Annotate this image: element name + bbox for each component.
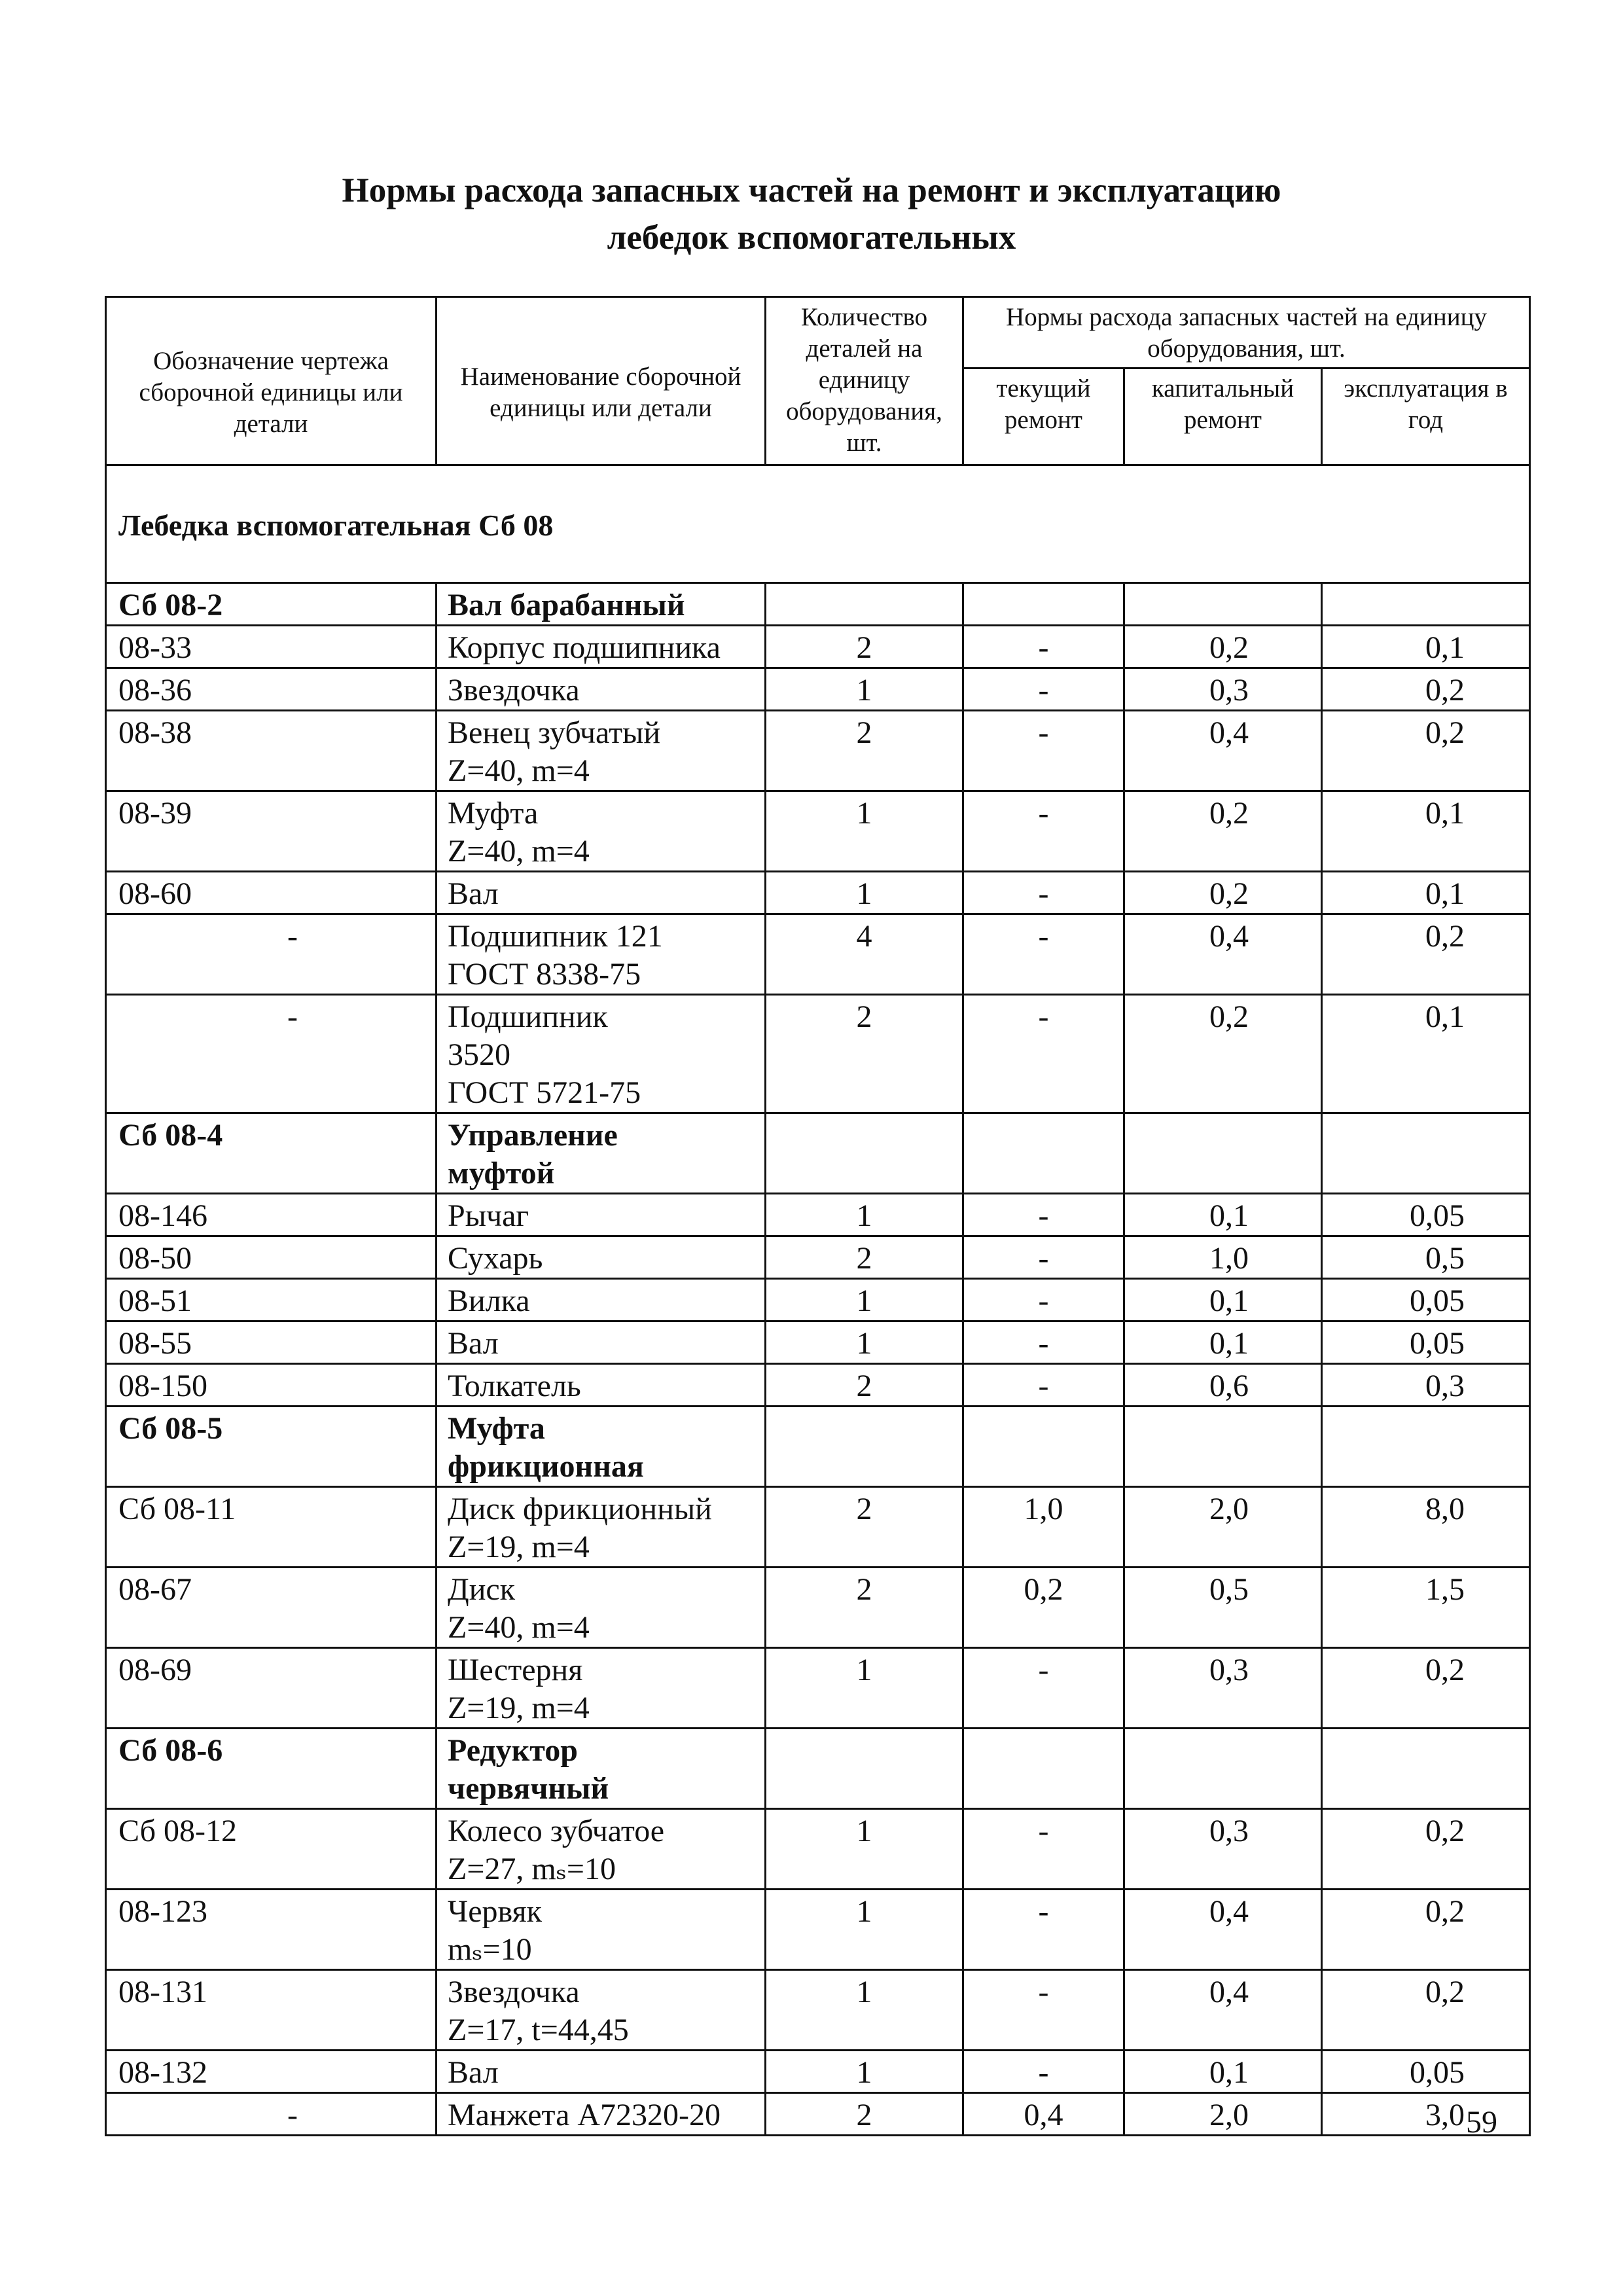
cell-current-repair: - — [963, 1279, 1124, 1321]
spare-parts-table — [105, 296, 1531, 2136]
cell-operation-year: 0,05 — [1322, 1321, 1530, 1364]
cell-operation-year: 1,5 — [1322, 1568, 1530, 1648]
cell-name-line: фрикционная — [448, 1449, 644, 1484]
cell-designation: - — [106, 995, 437, 1113]
cell-name-line: муфтой — [448, 1156, 555, 1191]
header-row-1 — [106, 297, 1530, 368]
cell-name — [437, 1113, 766, 1194]
cell-operation-year: 0,1 — [1322, 626, 1530, 668]
cell-name — [437, 711, 766, 791]
cell-designation: 08-55 — [106, 1321, 437, 1364]
title-line-2: лебедок вспомогательных — [607, 219, 1016, 257]
cell-quantity — [766, 1407, 963, 1487]
cell-name — [437, 626, 766, 668]
cell-name — [437, 1648, 766, 1729]
table-row — [106, 711, 1530, 791]
cell-designation: 08-38 — [106, 711, 437, 791]
cell-current-repair: - — [963, 1970, 1124, 2051]
cell-name-line: Подшипник — [448, 999, 608, 1034]
cell-current-repair: 0,4 — [963, 2093, 1124, 2136]
cell-quantity — [766, 1729, 963, 1809]
cell-name-line: Z=19, m=4 — [448, 1691, 590, 1725]
cell-name-line: Звездочка — [448, 1975, 580, 2009]
table-row — [106, 583, 1530, 626]
table-row — [106, 2093, 1530, 2136]
cell-quantity: 1 — [766, 1648, 963, 1729]
cell-designation: 08-69 — [106, 1648, 437, 1729]
cell-quantity: 2 — [766, 995, 963, 1113]
cell-quantity: 2 — [766, 1487, 963, 1568]
cell-designation: Сб 08-6 — [106, 1729, 437, 1809]
cell-designation: 08-60 — [106, 872, 437, 914]
table-row — [106, 1568, 1530, 1648]
cell-current-repair: - — [963, 1364, 1124, 1407]
cell-operation-year — [1322, 1113, 1530, 1194]
cell-operation-year: 0,2 — [1322, 914, 1530, 995]
cell-current-repair: 0,2 — [963, 1568, 1124, 1648]
cell-quantity: 2 — [766, 2093, 963, 2136]
cell-designation: - — [106, 914, 437, 995]
cell-current-repair: - — [963, 711, 1124, 791]
cell-name-line: Венец зубчатый — [448, 715, 661, 750]
cell-capital-repair: 0,1 — [1124, 1194, 1322, 1236]
title-line-1: Нормы расхода запасных частей на ремонт и эксплуатацию — [342, 171, 1281, 209]
cell-capital-repair: 2,0 — [1124, 2093, 1322, 2136]
cell-operation-year — [1322, 583, 1530, 626]
cell-name — [437, 1568, 766, 1648]
table-row — [106, 791, 1530, 872]
cell-capital-repair: 0,3 — [1124, 668, 1322, 711]
table-row — [106, 1364, 1530, 1407]
cell-operation-year: 8,0 — [1322, 1487, 1530, 1568]
cell-current-repair: - — [963, 2051, 1124, 2093]
table-row — [106, 2051, 1530, 2093]
cell-name-line: Z=27, mₛ=10 — [448, 1852, 616, 1886]
cell-name — [437, 1236, 766, 1279]
cell-name-line: Редуктор — [448, 1733, 578, 1768]
cell-operation-year: 0,1 — [1322, 995, 1530, 1113]
cell-name — [437, 2051, 766, 2093]
cell-capital-repair — [1124, 583, 1322, 626]
table-row — [106, 1809, 1530, 1890]
cell-name-line: ГОСТ 5721-75 — [448, 1075, 641, 1110]
cell-capital-repair: 0,6 — [1124, 1364, 1322, 1407]
cell-name — [437, 1364, 766, 1407]
cell-capital-repair: 0,1 — [1124, 1321, 1322, 1364]
cell-operation-year: 0,5 — [1322, 1236, 1530, 1279]
cell-designation: 08-67 — [106, 1568, 437, 1648]
cell-name — [437, 791, 766, 872]
cell-name-line: Червяк — [448, 1894, 542, 1929]
cell-current-repair: - — [963, 1236, 1124, 1279]
cell-capital-repair — [1124, 1113, 1322, 1194]
cell-designation: 08-131 — [106, 1970, 437, 2051]
cell-capital-repair: 0,3 — [1124, 1809, 1322, 1890]
cell-designation: Сб 08-11 — [106, 1487, 437, 1568]
cell-name-line: Корпус подшипника — [448, 630, 721, 665]
cell-name — [437, 1407, 766, 1487]
cell-name-line: Звездочка — [448, 673, 580, 708]
cell-capital-repair: 0,4 — [1124, 711, 1322, 791]
cell-name-line: Колесо зубчатое — [448, 1814, 665, 1848]
cell-capital-repair: 0,4 — [1124, 1970, 1322, 2051]
cell-name-line: Диск фрикционный — [448, 1492, 712, 1526]
table-row — [106, 1648, 1530, 1729]
cell-name-line: Манжета А72320-20 — [448, 2098, 721, 2132]
cell-name-line: Муфта — [448, 1411, 545, 1446]
cell-quantity: 1 — [766, 1809, 963, 1890]
cell-name-line: 3520 — [448, 1037, 510, 1072]
cell-current-repair: - — [963, 1648, 1124, 1729]
cell-designation: Сб 08-2 — [106, 583, 437, 626]
cell-name — [437, 1279, 766, 1321]
cell-capital-repair: 0,3 — [1124, 1648, 1322, 1729]
cell-designation: 08-36 — [106, 668, 437, 711]
cell-designation: Сб 08-4 — [106, 1113, 437, 1194]
cell-operation-year: 0,2 — [1322, 1890, 1530, 1970]
cell-operation-year: 0,2 — [1322, 1809, 1530, 1890]
cell-name — [437, 583, 766, 626]
cell-designation: 08-150 — [106, 1364, 437, 1407]
cell-capital-repair: 0,5 — [1124, 1568, 1322, 1648]
cell-capital-repair: 0,4 — [1124, 1890, 1322, 1970]
cell-designation: 08-123 — [106, 1890, 437, 1970]
cell-capital-repair: 0,2 — [1124, 872, 1322, 914]
table-row — [106, 1970, 1530, 2051]
cell-quantity: 1 — [766, 1970, 963, 2051]
cell-designation: - — [106, 2093, 437, 2136]
cell-quantity: 1 — [766, 1321, 963, 1364]
cell-operation-year: 0,05 — [1322, 2051, 1530, 2093]
table-row — [106, 995, 1530, 1113]
table-row — [106, 872, 1530, 914]
cell-current-repair: - — [963, 626, 1124, 668]
header-name: Наименование сборочной единицы или детали — [437, 297, 766, 465]
table-row — [106, 1407, 1530, 1487]
cell-name-line: Z=40, m=4 — [448, 1610, 590, 1645]
cell-operation-year: 0,2 — [1322, 711, 1530, 791]
cell-current-repair: - — [963, 791, 1124, 872]
header-operation-year: эксплуатация в год — [1322, 368, 1530, 465]
cell-operation-year: 0,2 — [1322, 1648, 1530, 1729]
page-title — [0, 167, 1623, 261]
cell-current-repair: 1,0 — [963, 1487, 1124, 1568]
cell-name-line: Муфта — [448, 796, 539, 831]
cell-capital-repair: 2,0 — [1124, 1487, 1322, 1568]
cell-capital-repair: 0,2 — [1124, 791, 1322, 872]
header-current-repair: текущий ремонт — [963, 368, 1124, 465]
table-row — [106, 1487, 1530, 1568]
cell-quantity — [766, 583, 963, 626]
cell-name-line: Толкатель — [448, 1369, 581, 1403]
cell-current-repair: - — [963, 668, 1124, 711]
cell-name-line: Диск — [448, 1572, 516, 1607]
cell-name-line: Вал — [448, 876, 499, 911]
table-row — [106, 668, 1530, 711]
cell-current-repair: - — [963, 1194, 1124, 1236]
cell-name — [437, 1194, 766, 1236]
cell-name — [437, 668, 766, 711]
table-row — [106, 1194, 1530, 1236]
cell-capital-repair: 0,4 — [1124, 914, 1322, 995]
table-row — [106, 1279, 1530, 1321]
cell-name-line: Z=19, m=4 — [448, 1530, 590, 1564]
cell-quantity: 2 — [766, 1364, 963, 1407]
cell-operation-year: 0,05 — [1322, 1279, 1530, 1321]
cell-name-line: Вал — [448, 1326, 499, 1361]
cell-quantity: 2 — [766, 711, 963, 791]
table-row — [106, 1321, 1530, 1364]
cell-current-repair: - — [963, 872, 1124, 914]
cell-quantity: 1 — [766, 791, 963, 872]
cell-operation-year: 0,05 — [1322, 1194, 1530, 1236]
cell-name — [437, 1809, 766, 1890]
cell-operation-year: 0,1 — [1322, 791, 1530, 872]
cell-name — [437, 1487, 766, 1568]
cell-name-line: Управление — [448, 1118, 618, 1153]
cell-name — [437, 872, 766, 914]
cell-name-line: ГОСТ 8338-75 — [448, 957, 641, 992]
cell-name-line: Шестерня — [448, 1653, 583, 1687]
cell-name — [437, 1729, 766, 1809]
cell-designation: 08-39 — [106, 791, 437, 872]
cell-capital-repair: 0,1 — [1124, 1279, 1322, 1321]
page-number: 59 — [1466, 2105, 1497, 2140]
cell-designation: 08-146 — [106, 1194, 437, 1236]
cell-name-line: Вал барабанный — [448, 588, 685, 622]
cell-designation: 08-132 — [106, 2051, 437, 2093]
cell-quantity — [766, 1113, 963, 1194]
cell-name — [437, 914, 766, 995]
cell-operation-year: 0,2 — [1322, 1970, 1530, 2051]
cell-name-line: Z=17, t=44,45 — [448, 2013, 629, 2047]
cell-current-repair: - — [963, 914, 1124, 995]
cell-capital-repair — [1124, 1407, 1322, 1487]
header-norms-group: Нормы расхода запасных частей на единицу оборудования, шт. — [963, 297, 1530, 368]
table-row — [106, 1236, 1530, 1279]
table-row — [106, 1890, 1530, 1970]
cell-capital-repair: 0,1 — [1124, 2051, 1322, 2093]
cell-name-line: Вилка — [448, 1283, 530, 1318]
cell-designation: 08-33 — [106, 626, 437, 668]
cell-name — [437, 2093, 766, 2136]
section-title: Лебедка вспомогательная Сб 08 — [106, 465, 1530, 583]
cell-operation-year: 3,0 — [1322, 2093, 1530, 2136]
cell-name — [437, 1970, 766, 2051]
section-row — [106, 465, 1530, 583]
table-row — [106, 1729, 1530, 1809]
cell-capital-repair — [1124, 1729, 1322, 1809]
header-capital-repair: капитальный ремонт — [1124, 368, 1322, 465]
header-designation: Обозначение чертежа сборочной единицы или детали — [106, 297, 437, 465]
cell-quantity: 1 — [766, 668, 963, 711]
cell-current-repair: - — [963, 1809, 1124, 1890]
cell-name — [437, 1321, 766, 1364]
cell-name-line: Рычаг — [448, 1198, 529, 1233]
cell-name-line: червячный — [448, 1771, 609, 1806]
cell-operation-year — [1322, 1407, 1530, 1487]
cell-current-repair — [963, 1407, 1124, 1487]
cell-capital-repair: 0,2 — [1124, 995, 1322, 1113]
cell-designation: Сб 08-5 — [106, 1407, 437, 1487]
cell-name-line: Сухарь — [448, 1241, 543, 1276]
cell-current-repair — [963, 1113, 1124, 1194]
cell-capital-repair: 1,0 — [1124, 1236, 1322, 1279]
cell-name-line: Z=40, m=4 — [448, 834, 590, 869]
cell-capital-repair: 0,2 — [1124, 626, 1322, 668]
table-row — [106, 626, 1530, 668]
cell-quantity: 1 — [766, 1890, 963, 1970]
table-row — [106, 914, 1530, 995]
cell-designation: Сб 08-12 — [106, 1809, 437, 1890]
cell-designation: 08-50 — [106, 1236, 437, 1279]
cell-operation-year: 0,2 — [1322, 668, 1530, 711]
cell-operation-year: 0,3 — [1322, 1364, 1530, 1407]
cell-operation-year: 0,1 — [1322, 872, 1530, 914]
cell-quantity: 1 — [766, 872, 963, 914]
cell-operation-year — [1322, 1729, 1530, 1809]
cell-name-line: Подшипник 121 — [448, 919, 663, 954]
cell-quantity: 1 — [766, 2051, 963, 2093]
cell-name — [437, 1890, 766, 1970]
cell-quantity: 2 — [766, 626, 963, 668]
cell-name-line: Вал — [448, 2055, 499, 2090]
cell-quantity: 1 — [766, 1194, 963, 1236]
cell-name-line: Z=40, m=4 — [448, 753, 590, 788]
cell-current-repair — [963, 1729, 1124, 1809]
header-quantity: Количество деталей на единицу оборудования, шт. — [766, 297, 963, 465]
cell-name-line: mₛ=10 — [448, 1932, 532, 1967]
cell-name — [437, 995, 766, 1113]
cell-designation: 08-51 — [106, 1279, 437, 1321]
cell-quantity: 4 — [766, 914, 963, 995]
table-row — [106, 1113, 1530, 1194]
cell-current-repair: - — [963, 1890, 1124, 1970]
cell-current-repair: - — [963, 1321, 1124, 1364]
cell-current-repair: - — [963, 995, 1124, 1113]
cell-quantity: 2 — [766, 1568, 963, 1648]
cell-current-repair — [963, 583, 1124, 626]
cell-quantity: 2 — [766, 1236, 963, 1279]
cell-quantity: 1 — [766, 1279, 963, 1321]
